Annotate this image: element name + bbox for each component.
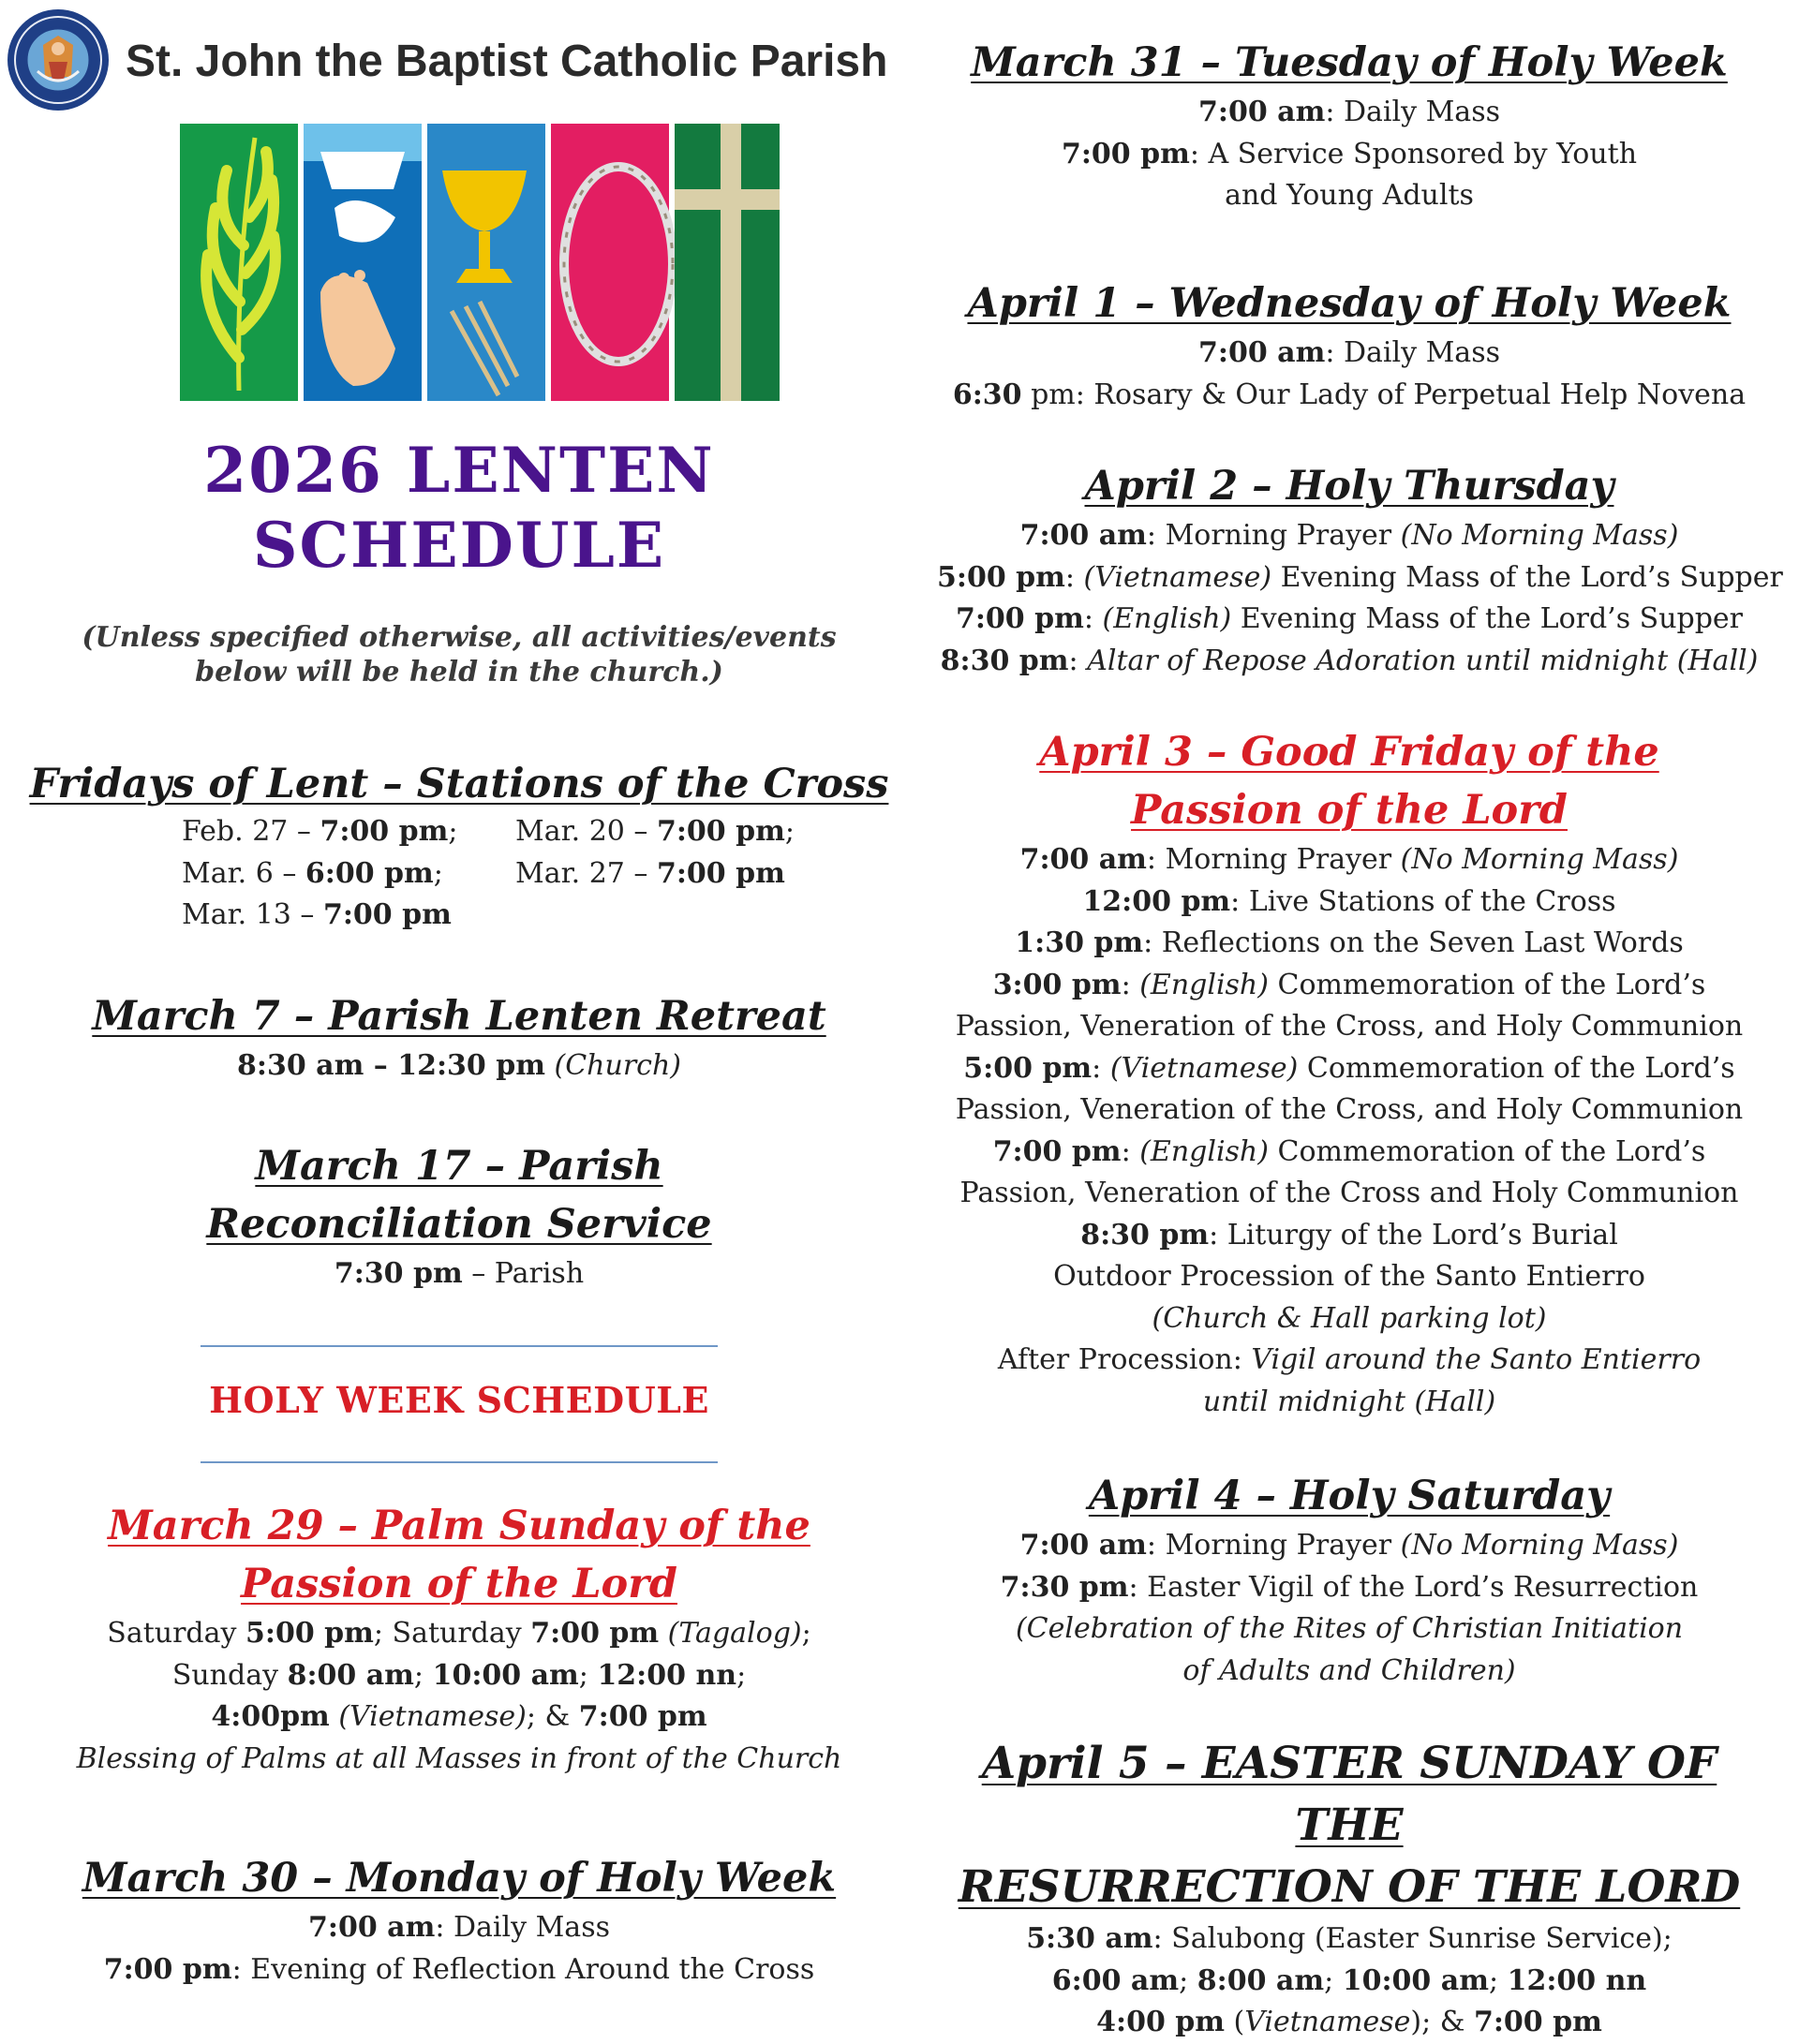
fridays-section bbox=[0, 755, 918, 813]
friday-date-item: Mar. 20 – 7:00 pm; bbox=[515, 815, 795, 848]
easter-heading-1: April 5 – EASTER SUNDAY OF THE bbox=[981, 1738, 1717, 1851]
good-friday-line: 8:30 pm: Liturgy of the Lord’s Burial bbox=[1080, 1218, 1618, 1252]
retreat-time: 8:30 am – 12:30 pm (Church) bbox=[237, 1049, 681, 1082]
good-friday-line: 12:00 pm: Live Stations of the Cross bbox=[1082, 884, 1616, 918]
good-friday-line: (Church & Hall parking lot) bbox=[1152, 1301, 1547, 1335]
note-line-1: (Unless specified otherwise, all activities/events bbox=[82, 621, 837, 654]
good-friday-line: 7:00 am: Morning Prayer (No Morning Mass) bbox=[1019, 843, 1679, 876]
palm-sunday-heading-2: Passion of the Lord bbox=[241, 1561, 677, 1607]
palm-sunday-line: Sunday 8:00 am; 10:00 am; 12:00 nn; bbox=[171, 1658, 747, 1692]
good-friday-line: Passion, Veneration of the Cross, and Holy Communion bbox=[955, 1093, 1744, 1126]
good-friday-line: Outdoor Procession of the Santo Entierro bbox=[1053, 1260, 1645, 1293]
easter-line: 4:00 pm (Vietnamese); & 7:00 pm bbox=[1096, 2006, 1602, 2038]
divider-top bbox=[201, 1345, 718, 1347]
retreat-section bbox=[0, 987, 918, 1088]
palm-sunday-line: Blessing of Palms at all Masses in front of the Church bbox=[76, 1741, 842, 1775]
good-friday-line: until midnight (Hall) bbox=[1202, 1385, 1496, 1418]
good-friday-line: 7:00 pm: (English) Commemoration of the Lord’s bbox=[992, 1134, 1706, 1168]
thursday-line: 7:00 pm: (English) Evening Mass of the Lord’s Supper bbox=[955, 602, 1744, 635]
tuesday-line: and Young Adults bbox=[1225, 179, 1474, 212]
good-friday-line: After Procession: Vigil around the Santo Entierro bbox=[997, 1343, 1702, 1376]
good-friday-line: 1:30 pm: Reflections on the Seven Last Words bbox=[1015, 926, 1684, 959]
wednesday-line: 7:00 am: Daily Mass bbox=[1198, 336, 1500, 369]
thursday-line: 7:00 am: Morning Prayer (No Morning Mass) bbox=[1019, 519, 1679, 552]
tuesday-section bbox=[937, 34, 1762, 217]
friday-date-item: Mar. 13 – 7:00 pm bbox=[182, 898, 452, 931]
good-friday-line: Passion, Veneration of the Cross and Holy Communion bbox=[959, 1177, 1739, 1209]
location-note bbox=[0, 620, 918, 689]
good-friday-line: 5:00 pm: (Vietnamese) Commemoration of the Lord’s bbox=[963, 1051, 1735, 1085]
good-friday-heading-2: Passion of the Lord bbox=[1131, 787, 1568, 834]
wednesday-line: 6:30 pm: Rosary & Our Lady of Perpetual Help Novena bbox=[952, 378, 1747, 411]
holy-saturday-section bbox=[937, 1467, 1762, 1692]
friday-date-item: Mar. 27 – 7:00 pm bbox=[515, 856, 785, 890]
holy-week-title: HOLY WEEK SCHEDULE bbox=[209, 1379, 709, 1421]
tuesday-heading: March 31 – Tuesday of Holy Week bbox=[971, 39, 1728, 86]
thursday-line: 8:30 pm: Altar of Repose Adoration until midnight (Hall) bbox=[940, 644, 1759, 677]
friday-date-item: Feb. 27 – 7:00 pm; bbox=[182, 815, 458, 848]
palm-sunday-line: Saturday 5:00 pm; Saturday 7:00 pm (Tagalog); bbox=[107, 1617, 811, 1650]
parish-name: St. John the Baptist Catholic Parish bbox=[126, 37, 888, 86]
good-friday-section bbox=[937, 723, 1762, 1423]
good-friday-line: 3:00 pm: (English) Commemoration of the Lord’s bbox=[992, 968, 1706, 1001]
reconciliation-time: 7:30 pm – Parish bbox=[334, 1257, 585, 1290]
thursday-section bbox=[937, 457, 1783, 682]
lenten-symbols-banner bbox=[180, 124, 780, 401]
tuesday-line: 7:00 am: Daily Mass bbox=[1198, 96, 1500, 128]
fridays-heading: Fridays of Lent – Stations of the Cross bbox=[29, 761, 889, 807]
thursday-line: 5:00 pm: (Vietnamese) Evening Mass of the Lord’s Supper bbox=[937, 560, 1783, 594]
palm-sunday-section bbox=[0, 1497, 918, 1780]
wednesday-section bbox=[937, 274, 1762, 416]
holy-saturday-line: 7:00 am: Morning Prayer (No Morning Mass) bbox=[1019, 1529, 1679, 1562]
monday-heading: March 30 – Monday of Holy Week bbox=[82, 1855, 837, 1902]
easter-line: 5:30 am: Salubong (Easter Sunrise Service); bbox=[1026, 1922, 1673, 1955]
holy-saturday-line: (Celebration of the Rites of Christian Initiation bbox=[1015, 1612, 1684, 1645]
holy-saturday-heading: April 4 – Holy Saturday bbox=[1088, 1473, 1611, 1519]
holy-saturday-line: 7:30 pm: Easter Vigil of the Lord’s Resurrection bbox=[1000, 1570, 1699, 1604]
schedule-title bbox=[0, 433, 918, 583]
reconciliation-heading-2: Reconciliation Service bbox=[206, 1201, 712, 1248]
parish-seal-icon bbox=[6, 7, 111, 112]
reconciliation-heading-1: March 17 – Parish bbox=[255, 1143, 663, 1190]
good-friday-heading-1: April 3 – Good Friday of the bbox=[1039, 729, 1659, 776]
easter-section bbox=[937, 1733, 1762, 2044]
monday-line: 7:00 pm: Evening of Reflection Around the Cross bbox=[103, 1952, 815, 1986]
reconciliation-section bbox=[0, 1137, 918, 1296]
divider-bottom bbox=[201, 1461, 718, 1463]
monday-section bbox=[0, 1849, 918, 1991]
wednesday-heading: April 1 – Wednesday of Holy Week bbox=[967, 280, 1732, 327]
holy-saturday-line: of Adults and Children) bbox=[1182, 1653, 1516, 1687]
title-line-2: SCHEDULE bbox=[252, 509, 666, 582]
tuesday-line: 7:00 pm: A Service Sponsored by Youth bbox=[1061, 137, 1638, 170]
good-friday-line: Passion, Veneration of the Cross, and Holy Communion bbox=[955, 1010, 1744, 1043]
note-line-2: below will be held in the church.) bbox=[195, 656, 723, 689]
page-header bbox=[0, 0, 918, 112]
palm-sunday-heading-1: March 29 – Palm Sunday of the bbox=[108, 1503, 810, 1549]
retreat-heading: March 7 – Parish Lenten Retreat bbox=[92, 993, 826, 1040]
title-line-1: 2026 LENTEN bbox=[203, 434, 715, 507]
friday-date-item: Mar. 6 – 6:00 pm; bbox=[182, 856, 443, 890]
easter-line: 6:00 am; 8:00 am; 10:00 am; 12:00 nn bbox=[1051, 1963, 1647, 1997]
monday-line: 7:00 am: Daily Mass bbox=[308, 1911, 610, 1944]
easter-heading-2: RESURRECTION OF THE LORD bbox=[958, 1861, 1741, 1913]
thursday-heading: April 2 – Holy Thursday bbox=[1084, 463, 1614, 510]
palm-sunday-line: 4:00pm (Vietnamese); & 7:00 pm bbox=[211, 1700, 707, 1733]
